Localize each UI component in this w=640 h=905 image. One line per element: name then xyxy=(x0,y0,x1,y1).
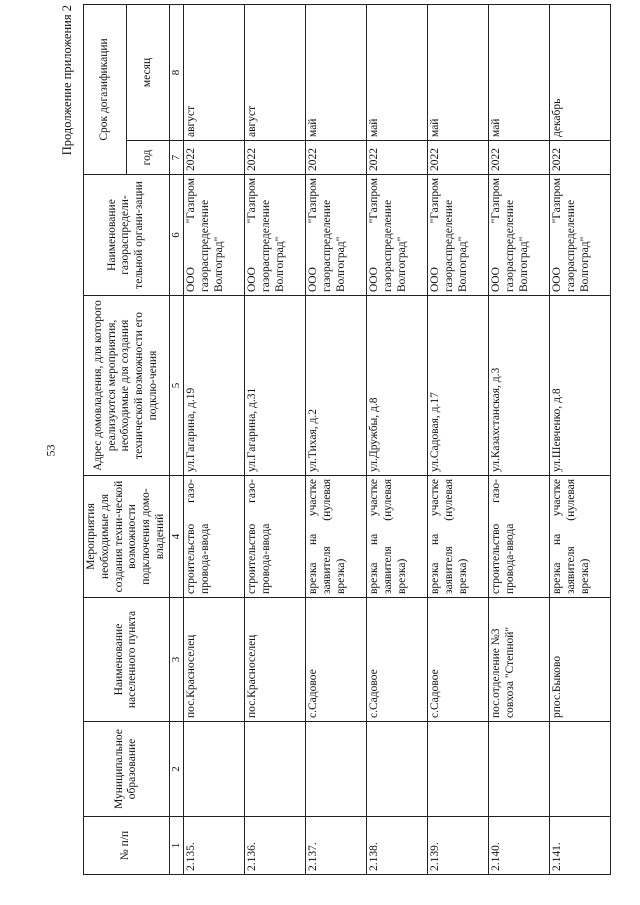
measure-cell: строительство газо-провода-ввода xyxy=(488,476,549,598)
row-number: 2.141. xyxy=(549,817,610,875)
table-row xyxy=(549,5,610,875)
year-cell: 2022 xyxy=(488,141,549,175)
measure-cell: врезка на участке заявителя (нулевая врезка) xyxy=(427,476,488,598)
row-number: 2.140. xyxy=(488,817,549,875)
column-number: 4 xyxy=(169,476,183,598)
header-deadline: Срок догазификации xyxy=(84,5,127,175)
locality-cell: с.Садовое xyxy=(366,598,427,722)
column-number: 6 xyxy=(169,175,183,296)
organization-cell: ООО "Газпром газораспределение Волгоград" xyxy=(549,175,610,296)
locality-cell: пос.Красноселец xyxy=(244,598,305,722)
table-row xyxy=(183,5,244,875)
address-cell: ул.Шевченко, д.8 xyxy=(549,296,610,476)
organization-cell: ООО "Газпром газораспределение Волгоград" xyxy=(305,175,366,296)
table-row xyxy=(427,5,488,875)
header-organization: Наименование газораспредели-тельной органи-зации xyxy=(84,175,170,296)
column-number: 5 xyxy=(169,296,183,476)
continuation-caption: Продолжение приложения 2 xyxy=(60,5,74,156)
column-numbers-row xyxy=(169,5,183,875)
header-n: № п/п xyxy=(84,817,170,875)
organization-cell: ООО "Газпром газораспределение Волгоград" xyxy=(366,175,427,296)
municipality-cell xyxy=(244,722,305,817)
month-cell: август xyxy=(244,5,305,141)
row-number: 2.137. xyxy=(305,817,366,875)
municipality-cell xyxy=(183,722,244,817)
municipality-cell xyxy=(488,722,549,817)
month-cell: май xyxy=(488,5,549,141)
address-cell: ул.Тихая, д.2 xyxy=(305,296,366,476)
year-cell: 2022 xyxy=(549,141,610,175)
address-cell: ул.Казахстанская, д.3 xyxy=(488,296,549,476)
header-municipality: Муниципальное образование xyxy=(84,722,170,817)
year-cell: 2022 xyxy=(183,141,244,175)
municipality-cell xyxy=(427,722,488,817)
measure-cell: строительство газо-провода-ввода xyxy=(244,476,305,598)
row-number: 2.139. xyxy=(427,817,488,875)
column-number: 2 xyxy=(169,722,183,817)
address-cell: ул.Гагарина, д.19 xyxy=(183,296,244,476)
header-year: год xyxy=(126,141,169,175)
column-number: 7 xyxy=(169,141,183,175)
year-cell: 2022 xyxy=(366,141,427,175)
row-number: 2.138. xyxy=(366,817,427,875)
gasification-table xyxy=(83,4,611,875)
organization-cell: ООО "Газпром газораспределение Волгоград" xyxy=(183,175,244,296)
locality-cell: с.Садовое xyxy=(305,598,366,722)
month-cell: май xyxy=(366,5,427,141)
organization-cell: ООО "Газпром газораспределение Волгоград" xyxy=(427,175,488,296)
table-row xyxy=(305,5,366,875)
page-number: 53 xyxy=(43,444,58,457)
measure-cell: врезка на участке заявителя (нулевая врезка) xyxy=(549,476,610,598)
header-measures: Мероприятия необходимые для создания техни-ческой возможности подключения домо-владений xyxy=(84,476,170,598)
measure-cell: врезка на участке заявителя (нулевая врезка) xyxy=(305,476,366,598)
table-row xyxy=(244,5,305,875)
month-cell: август xyxy=(183,5,244,141)
column-number: 1 xyxy=(169,817,183,875)
month-cell: май xyxy=(305,5,366,141)
column-number: 8 xyxy=(169,5,183,141)
locality-cell: рпос.Быково xyxy=(549,598,610,722)
row-number: 2.135. xyxy=(183,817,244,875)
row-number: 2.136. xyxy=(244,817,305,875)
address-cell: ул.Дружбы, д.8 xyxy=(366,296,427,476)
measure-cell: врезка на участке заявителя (нулевая врезка) xyxy=(366,476,427,598)
year-cell: 2022 xyxy=(427,141,488,175)
municipality-cell xyxy=(366,722,427,817)
municipality-cell xyxy=(549,722,610,817)
column-number: 3 xyxy=(169,598,183,722)
year-cell: 2022 xyxy=(244,141,305,175)
locality-cell: пос.Красноселец xyxy=(183,598,244,722)
month-cell: май xyxy=(427,5,488,141)
month-cell: декабрь xyxy=(549,5,610,141)
header-month: месяц xyxy=(126,5,169,141)
organization-cell: ООО "Газпром газораспределение Волгоград" xyxy=(244,175,305,296)
year-cell: 2022 xyxy=(305,141,366,175)
locality-cell: пос.отделение №3 совхоза "Степной" xyxy=(488,598,549,722)
municipality-cell xyxy=(305,722,366,817)
header-locality: Наименование населенного пункта xyxy=(84,598,170,722)
address-cell: ул.Садовая, д.17 xyxy=(427,296,488,476)
table-row xyxy=(488,5,549,875)
address-cell: ул.Гагарина, д.31 xyxy=(244,296,305,476)
rotated-page-content xyxy=(60,5,620,875)
organization-cell: ООО "Газпром газораспределение Волгоград" xyxy=(488,175,549,296)
table-row xyxy=(366,5,427,875)
header-address: Адрес домовладения, для которого реализуются мероприятия, необходимые для создания технической возможности его подклю-чения xyxy=(84,296,170,476)
measure-cell: строительство газо-провода-ввода xyxy=(183,476,244,598)
locality-cell: с.Садовое xyxy=(427,598,488,722)
